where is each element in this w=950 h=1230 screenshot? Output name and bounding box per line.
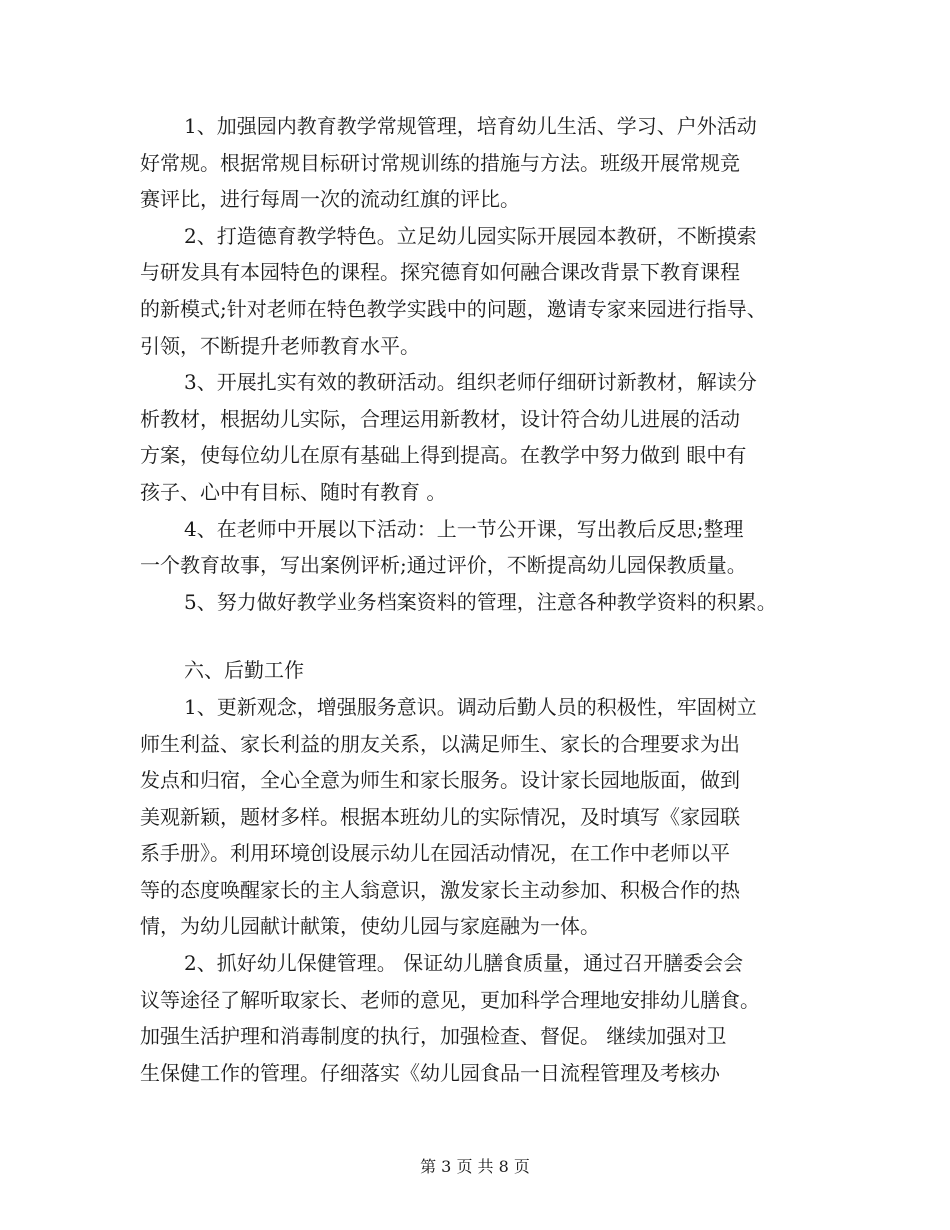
text-line: 析教材，根据幼儿实际，合理运用新教材，设计符合幼儿进展的活动	[140, 406, 740, 431]
text-line: 议等途径了解听取家长、老师的意见，更加科学合理地安排幼儿膳食。	[140, 987, 760, 1012]
text-line: 3、开展扎实有效的教研活动。组织老师仔细研讨新教材，解读分	[184, 370, 757, 395]
text-line: 系手册》。利用环境创设展示幼儿在园活动情况，在工作中老师以平	[140, 841, 730, 866]
text-line: 1、更新观念，增强服务意识。调动后勤人员的积极性，牢固树立	[184, 694, 757, 719]
text-line: 4、在老师中开展以下活动：上一节公开课，写出教后反思;整理	[184, 516, 744, 541]
text-line: 好常规。根据常规目标研讨常规训练的措施与方法。班级开展常规竞	[140, 150, 740, 175]
text-line: 发点和归宿，全心全意为师生和家长服务。设计家长园地版面，做到	[140, 768, 740, 793]
text-line: 情，为幼儿园献计献策，使幼儿园与家庭融为一体。	[140, 914, 600, 939]
text-line: 师生利益、家长利益的朋友关系，以满足师生、家长的合理要求为出	[140, 731, 740, 756]
text-line: 生保健工作的管理。仔细落实《幼儿园食品一日流程管理及考核办	[140, 1060, 720, 1085]
page-footer: 第 3 页 共 8 页	[420, 1157, 530, 1176]
text-line: 1、加强园内教育教学常规管理，培育幼儿生活、学习、户外活动	[184, 114, 757, 138]
text-line: 孩子、心中有目标、随时有教育 。	[140, 479, 447, 504]
paragraph-block-teaching	[140, 108, 830, 620]
section-gap	[140, 620, 830, 652]
document-body	[140, 108, 830, 1091]
text-line: 赛评比，进行每周一次的流动红旗的评比。	[140, 187, 520, 212]
section-heading: 六、后勤工作	[184, 658, 304, 683]
text-line: 加强生活护理和消毒制度的执行，加强检查、督促。 继续加强对卫	[140, 1024, 727, 1049]
text-line: 美观新颖，题材多样。根据本班幼儿的实际情况，及时填写《家园联	[140, 804, 740, 829]
text-line: 的新模式;针对老师在特色教学实践中的问题，邀请专家来园进行指导、	[140, 296, 767, 321]
text-line: 一个教育故事，写出案例评析;通过评价，不断提高幼儿园保教质量。	[140, 553, 747, 578]
text-line: 5、努力做好教学业务档案资料的管理，注意各种教学资料的积累。	[184, 589, 777, 614]
paragraph-block-logistics	[140, 689, 830, 1092]
text-line: 方案，使每位幼儿在原有基础上得到提高。在教学中努力做到 眼中有	[140, 443, 747, 468]
text-line: 与研发具有本园特色的课程。探究德育如何融合课改背景下教育课程	[140, 260, 740, 285]
text-line: 引领，不断提升老师教育水平。	[140, 333, 420, 358]
text-line: 2、抓好幼儿保健管理。 保证幼儿膳食质量，通过召开膳委会会	[184, 951, 744, 976]
text-line: 2、打造德育教学特色。立足幼儿园实际开展园本教研，不断摸索	[184, 223, 757, 248]
text-line: 等的态度唤醒家长的主人翁意识，激发家长主动参加、积极合作的热	[140, 877, 740, 902]
